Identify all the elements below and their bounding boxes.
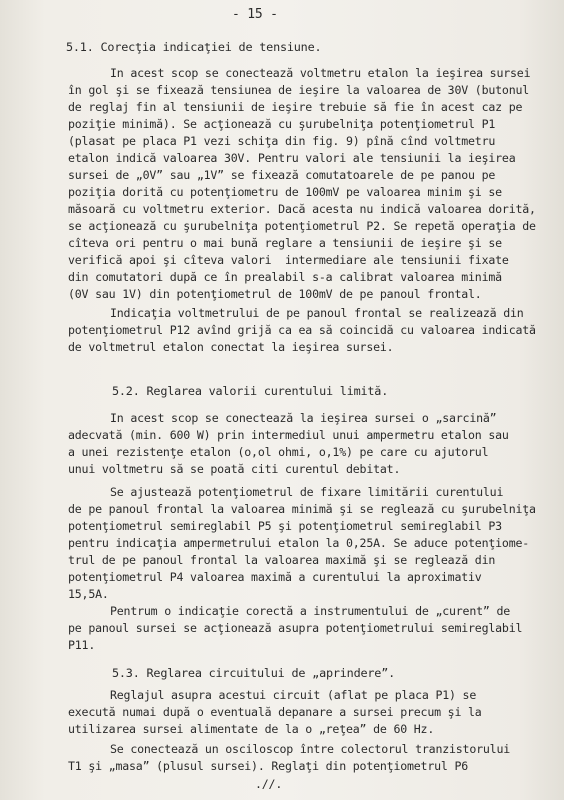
text-line: trul de pe panoul frontal la valoarea maximă şi se reglează din — [68, 553, 496, 567]
text-line: adecvată (min. 600 W) prin intermediul unui ampermetru etalon sau — [68, 428, 509, 442]
text-line: de voltmetrul etalon conectat la ieşirea sursei. — [68, 340, 394, 354]
text-line: verifică apoi şi cîteva valori intermediare ale tensiunii fixate — [68, 253, 509, 267]
text-line: In acest scop se conectează voltmetru etalon la ieşirea sursei — [110, 66, 531, 80]
section-heading-5-1: 5.1. Corecţia indicaţiei de tensiune. — [66, 40, 322, 54]
text-line: potenţiometrul semireglabil P5 şi potenţiometrul semireglabil P3 — [68, 519, 502, 533]
text-line: Se ajustează potenţiometrul de fixare limitării curentului — [110, 485, 504, 499]
text-line: (0V sau 1V) din potenţiometrul de 100mV de pe panoul frontal. — [68, 287, 482, 301]
continuation-mark: .//. — [255, 777, 283, 791]
text-line: T1 şi „masa” (plusul sursei). Reglaţi din potenţiometrul P6 — [68, 759, 469, 773]
text-line: 15,5A. — [68, 587, 109, 601]
text-line: de reglaj fin al tensiunii de ieşire trebuie să fie în acest caz pe — [68, 100, 523, 114]
text-line: potenţiometrul P12 avînd grijă ca ea să coincidă cu valoarea indicată — [68, 323, 536, 337]
page-number: - 15 - — [232, 7, 278, 22]
text-line: poziţie minimă). Se acţionează cu şurubelniţa potenţiometrul P1 — [68, 117, 496, 131]
text-line: din comutatori după ce în prealabil s-a calibrat valoarea minimă — [68, 270, 502, 284]
text-line: pentru indicaţia ampermetrului etalon la 0,25A. Se aduce potenţiome- — [68, 536, 530, 550]
text-line: măsoară cu voltmetru exterior. Dacă acesta nu indică valoarea dorită, — [68, 202, 536, 216]
text-line: unui voltmetru să se poată citi curentul debitat. — [68, 462, 401, 476]
text-line: se acţionează cu şurubelniţa potenţiometrul P2. Se repetă operaţia de — [68, 219, 536, 233]
text-line: poziţia dorită cu potenţiometru de 100mV pe valoarea minim şi se — [68, 185, 502, 199]
text-line: Indicaţia voltmetrului de pe panoul frontal se realizează din — [110, 306, 524, 320]
text-line: etalon indică valoarea 30V. Pentru valori ale tensiunii la ieşirea — [68, 151, 516, 165]
text-line: sursei de „0V” sau „1V” se fixează comutatoarele de pe panou pe — [68, 168, 496, 182]
text-line: Reglajul asupra acestui circuit (aflat pe placa P1) se — [110, 688, 477, 702]
text-line: de pe panoul frontal la valoarea minimă şi se reglează cu şurubelniţa — [68, 502, 536, 516]
text-line: P11. — [68, 638, 96, 652]
section-heading-5-3: 5.3. Reglarea circuitului de „aprindere”. — [112, 666, 395, 680]
text-line: Se conectează un osciloscop între colectorul tranzistorului — [110, 742, 511, 756]
text-line: (plasat pe placa P1 vezi schiţa din fig. 9) pînă cînd voltmetru — [68, 134, 496, 148]
text-line: potenţiometrul P4 valoarea maximă a curentului la aproximativ — [68, 570, 482, 584]
text-line: în gol şi se fixează tensiunea de ieşire la valoarea de 30V (butonul — [68, 83, 530, 97]
text-line: Pentrum o indicaţie corectă a instrumentului de „curent” de — [110, 604, 511, 618]
text-line: execută numai după o eventuală depanare a sursei precum şi la — [68, 705, 482, 719]
text-line: a unei rezistenţe etalon (o,ol ohmi, o,1%) pe care cu ajutorul — [68, 445, 489, 459]
section-heading-5-2: 5.2. Reglarea valorii curentului limită. — [112, 384, 389, 398]
text-line: pe panoul sursei se acţionează asupra potenţiometrului semireglabil — [68, 621, 523, 635]
text-line: In acest scop se conectează la ieşirea sursei o „sarcină” — [110, 411, 497, 425]
text-line: utilizarea sursei alimentate de la o „reţea” de 60 Hz. — [68, 722, 435, 736]
text-line: cîteva ori pentru o mai bună reglare a tensiunii de ieşire şi se — [68, 236, 502, 250]
